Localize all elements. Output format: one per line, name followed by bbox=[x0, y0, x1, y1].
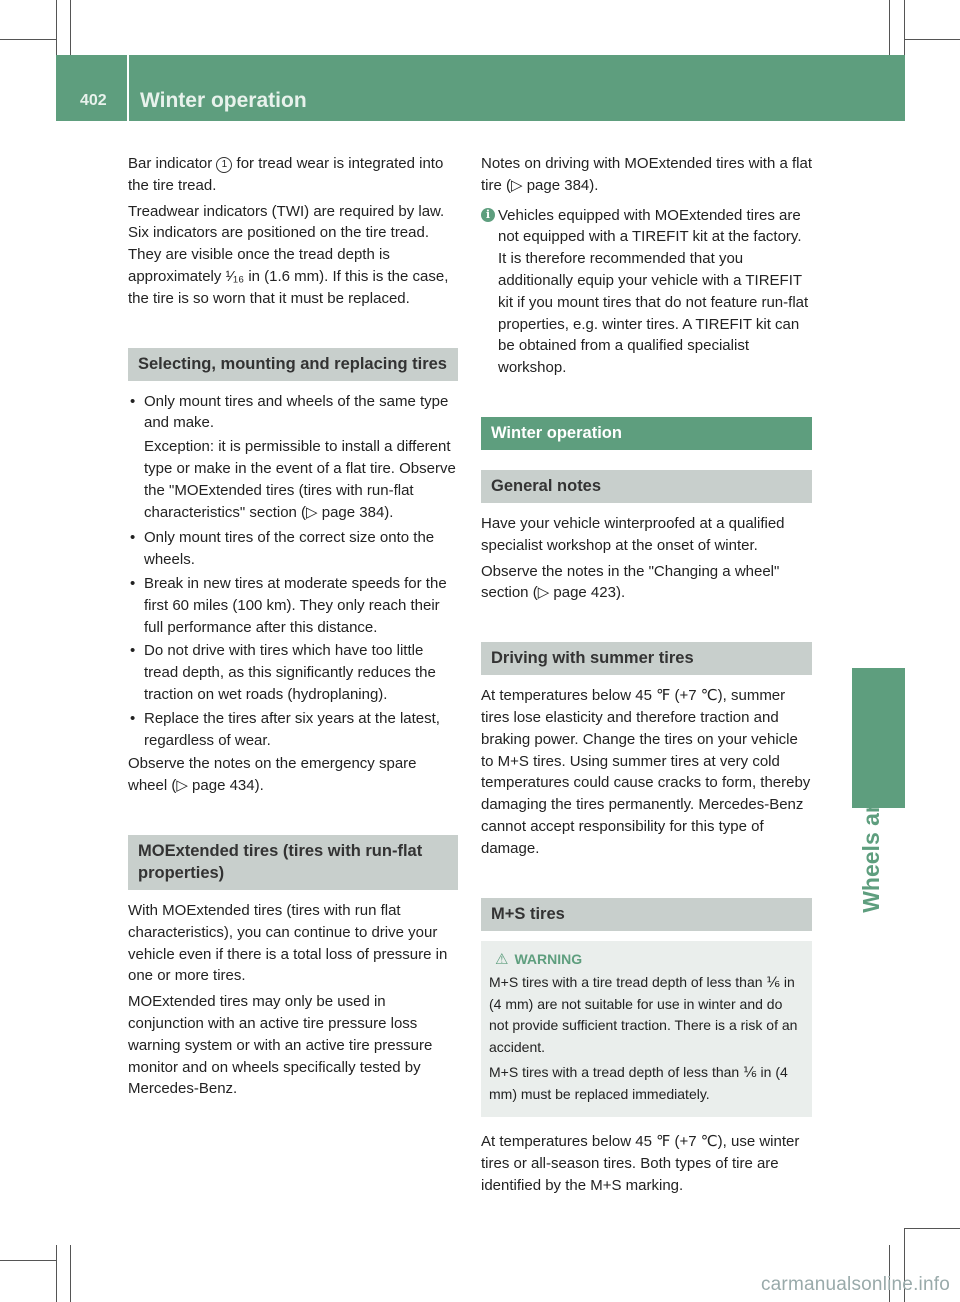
watermark: carmanualsonline.info bbox=[760, 1274, 950, 1295]
section-heading-winter-operation: Winter operation bbox=[481, 417, 812, 450]
list-item: • Only mount tires and wheels of the same type and make. bbox=[130, 392, 449, 432]
marker-1-icon: 1 bbox=[216, 157, 232, 173]
section-heading-general-notes: General notes bbox=[481, 470, 812, 503]
crop-mark bbox=[56, 0, 57, 56]
intro-paragraph-2: Treadwear indicators (TWI) are required by law. Six indicators are positioned on the tire tread. They are visible once the tread depth is approximately ¹⁄₁₆ in (1.6 mm). If this is the case, the tire is so worn that it must be replaced. bbox=[128, 202, 449, 307]
info-icon: i bbox=[481, 208, 495, 222]
warning-box bbox=[481, 941, 812, 1118]
spare-wheel-note: Observe the notes on the emergency spare wheel (▷ page 434). bbox=[128, 755, 417, 795]
section-heading-selecting: Selecting, mounting and replacing tires bbox=[128, 348, 458, 381]
crop-mark bbox=[0, 39, 56, 40]
section-heading-moextended: MOExtended tires (tires with run-flat properties) bbox=[128, 835, 458, 890]
general-notes-paragraph-2: Observe the notes in the "Changing a wheel" section (▷ page 423). bbox=[481, 562, 780, 602]
section-heading-summer-tires: Driving with summer tires bbox=[481, 642, 812, 675]
list-item: • Replace the tires after six years at the latest, regardless of wear. bbox=[130, 709, 440, 749]
crop-mark bbox=[0, 1260, 56, 1261]
page-title: Winter operation bbox=[140, 89, 307, 112]
list-item: • Break in new tires at moderate speeds for the first 60 miles (100 km). They only reach their full performance after this distance. bbox=[130, 574, 447, 636]
crop-mark bbox=[70, 0, 71, 56]
header-divider bbox=[127, 55, 129, 121]
crop-mark bbox=[905, 39, 960, 40]
selecting-list-2 bbox=[128, 527, 458, 751]
intro-paragraph-1: Bar indicator 1 for tread wear is integrated into the tire tread. bbox=[128, 155, 444, 194]
info-note bbox=[481, 205, 812, 379]
warning-title: ⚠ WARNING bbox=[495, 949, 804, 971]
list-item: • Do not drive with tires which have too little tread depth, as this significantly reduces the traction on wet roads (hydroplaning). bbox=[130, 642, 436, 703]
crop-mark bbox=[70, 1245, 71, 1302]
moextended-paragraph-2: MOExtended tires may only be used in conjunction with an active tire pressure loss warning system or with an active tire pressure monitor and on wheels specifically tested by Mercedes-Benz. bbox=[128, 993, 433, 1098]
exception-paragraph: Exception: it is permissible to install a different type or make in the event of a flat tire. Observe the "MOExtended tires (tires with run-flat characteristics" section (▷ page 384). bbox=[144, 438, 456, 521]
crop-mark bbox=[904, 0, 905, 56]
flat-tire-note: Notes on driving with MOExtended tires with a flat tire (▷ page 384). bbox=[481, 155, 812, 194]
list-item: • Only mount tires of the correct size onto the wheels. bbox=[130, 529, 435, 569]
summer-tires-paragraph: At temperatures below 45 ℉ (+7 ℃), summer tires lose elasticity and therefore traction and braking power. Change the tires on your vehicle to M+S tires. Using summer tires at very cold temperatures could cause cracks to form, thereby damaging the tires permanently. Mercedes-Benz cannot accept responsibility for this type of damage. bbox=[481, 687, 811, 857]
crop-mark bbox=[889, 0, 890, 56]
info-text: Vehicles equipped with MOExtended tires are not equipped with a TIREFIT kit at the factory. It is therefore recommended that you additionally equip your vehicle with a TIREFIT kit if you mount tires that do not feature run-flat properties, e.g. winter tires. A TIREFIT kit can be obtained from a qualified specialist workshop. bbox=[498, 206, 809, 377]
general-notes-paragraph-1: Have your vehicle winterproofed at a qualified specialist workshop at the onset of winter. bbox=[481, 514, 785, 554]
page-number: 402 bbox=[80, 92, 107, 109]
warning-paragraph-2: M+S tires with a tread depth of less than ⅙ in (4 mm) must be replaced immediately. bbox=[489, 1064, 788, 1102]
right-column bbox=[481, 153, 812, 1200]
section-heading-ms-tires: M+S tires bbox=[481, 898, 812, 931]
side-tab-label: Wheels and tires bbox=[858, 730, 884, 913]
ms-tires-paragraph: At temperatures below 45 ℉ (+7 ℃), use winter tires or all-season tires. Both types of tire are identified by the M+S marking. bbox=[481, 1133, 800, 1194]
left-column bbox=[128, 153, 458, 1104]
crop-mark bbox=[56, 1245, 57, 1302]
moextended-paragraph-1: With MOExtended tires (tires with run flat characteristics), you can continue to drive your vehicle even if there is a total loss of pressure in one or more tires. bbox=[128, 901, 448, 985]
crop-mark bbox=[905, 1228, 960, 1229]
warning-paragraph-1: M+S tires with a tire tread depth of less than ⅙ in (4 mm) are not suitable for use in winter and do not provide sufficient traction. There is a risk of an accident. bbox=[489, 974, 798, 1055]
warning-triangle-icon: ⚠ bbox=[495, 950, 509, 968]
selecting-list bbox=[128, 391, 458, 435]
